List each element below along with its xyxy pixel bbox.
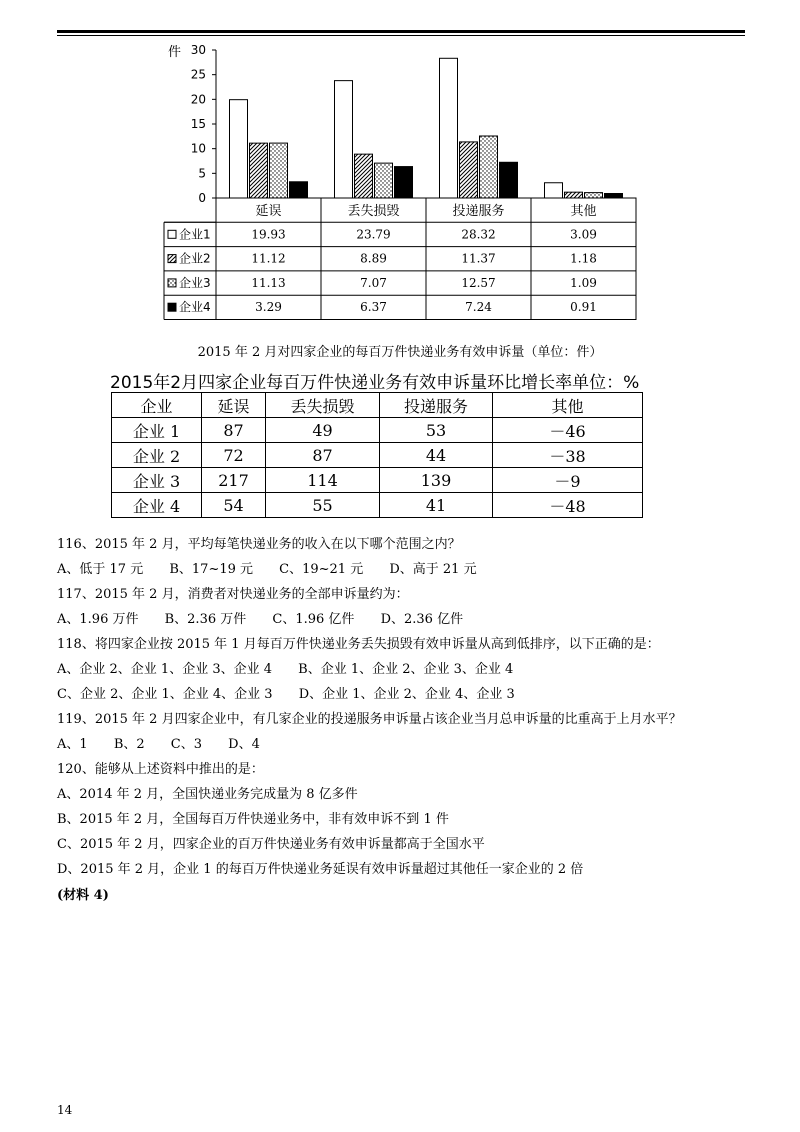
table-cell: 217	[202, 468, 266, 493]
y-tick-label: 20	[190, 92, 206, 107]
option: B、2	[113, 737, 145, 752]
data-value-label: 8.89	[360, 251, 387, 266]
page-number: 14	[57, 1103, 73, 1117]
question-116-options	[57, 558, 499, 577]
option: C、1.96 亿件	[272, 612, 355, 627]
legend-swatch-企业4	[168, 303, 176, 311]
bar-企业3-投递服务	[480, 136, 498, 198]
bar-企业4-丢失损毁	[395, 167, 413, 198]
table-cell: 87	[202, 418, 266, 443]
table-row	[112, 443, 643, 468]
option: D、企业 1、企业 2、企业 4、企业 3	[298, 687, 515, 702]
question-118-options-ab	[57, 658, 535, 677]
table-row	[112, 468, 643, 493]
table-cell: －46	[493, 418, 643, 443]
data-value-label: 3.09	[570, 227, 597, 242]
y-tick-label: 30	[190, 43, 206, 57]
y-tick-label: 0	[198, 191, 206, 205]
option: C、3	[170, 737, 202, 752]
data-value-label: 23.79	[356, 227, 391, 242]
y-tick-label: 5	[198, 166, 206, 181]
option: D、4	[228, 737, 260, 752]
data-value-label: 6.37	[360, 300, 387, 315]
option: C、19~21 元	[279, 562, 364, 577]
table-cell: 企业 1	[112, 418, 202, 443]
growth-table-title: 2015年2月四家企业每百万件快递业务有效申诉量环比增长率单位：%	[110, 373, 640, 393]
question-119: 119、2015 年 2 月四家企业中，有几家企业的投递服务申诉量占该企业当月总申诉量的比重高于上月水平？	[57, 712, 682, 727]
table-cell: 49	[266, 418, 380, 443]
legend-label-企业3: 企业3	[179, 275, 211, 290]
question-120-option-d: D、2015 年 2 月，企业 1 的每百万件快递业务延误有效申诉量超过其他任一家企业的 2 倍	[57, 862, 584, 877]
data-value-label: 28.32	[461, 227, 496, 242]
table-header-cell: 其他	[493, 393, 643, 418]
table-cell: 55	[266, 493, 380, 518]
y-tick-label: 10	[190, 141, 206, 156]
table-cell: 企业 3	[112, 468, 202, 493]
question-117-options	[57, 608, 485, 627]
data-value-label: 7.24	[465, 300, 492, 315]
table-row	[112, 493, 643, 518]
table-header-cell: 企业	[112, 393, 202, 418]
table-cell: －48	[493, 493, 643, 518]
question-120-option-c: C、2015 年 2 月，四家企业的百万件快递业务有效申诉量都高于全国水平	[57, 837, 485, 852]
bar-企业4-延误	[290, 182, 308, 198]
y-tick-label: 25	[190, 67, 206, 82]
data-value-label: 1.18	[570, 251, 597, 266]
option: B、2.36 万件	[164, 612, 247, 627]
data-value-label: 7.07	[360, 275, 387, 290]
table-cell: 41	[380, 493, 493, 518]
table-cell: 44	[380, 443, 493, 468]
legend-swatch-企业2	[168, 255, 176, 263]
question-119-options	[57, 733, 282, 752]
question-116: 116、2015 年 2 月，平均每笔快递业务的收入在以下哪个范围之内？	[57, 537, 461, 552]
legend-label-企业4: 企业4	[179, 300, 211, 315]
data-value-label: 3.29	[255, 300, 282, 315]
table-header-cell: 投递服务	[380, 393, 493, 418]
legend-label-企业1: 企业1	[179, 227, 211, 242]
header-rule-thin	[57, 35, 745, 36]
growth-rate-table	[111, 392, 643, 518]
question-120-option-a: A、2014 年 2 月，全国快递业务完成量为 8 亿多件	[57, 787, 358, 802]
table-row	[112, 418, 643, 443]
table-cell: 54	[202, 493, 266, 518]
bar-企业1-延误	[230, 100, 248, 198]
y-tick-label: 15	[190, 117, 206, 131]
legend-swatch-企业3	[168, 279, 176, 287]
bar-企业3-丢失损毁	[375, 163, 393, 198]
header-rule-thick	[57, 30, 745, 33]
bar-企业3-其他	[585, 193, 603, 198]
y-unit-label: 件	[168, 45, 182, 60]
table-cell: 53	[380, 418, 493, 443]
data-value-label: 12.57	[461, 275, 496, 290]
bar-企业2-其他	[565, 192, 583, 198]
data-value-label: 11.12	[251, 251, 286, 266]
bar-企业2-丢失损毁	[355, 154, 373, 198]
bar-企业1-丢失损毁	[335, 81, 353, 198]
option: A、低于 17 元	[57, 562, 144, 577]
question-117: 117、2015 年 2 月，消费者对快递业务的全部申诉量约为：	[57, 587, 409, 602]
x-category-label: 延误	[255, 204, 282, 219]
table-cell: 139	[380, 468, 493, 493]
legend-swatch-企业1	[168, 230, 176, 238]
option: A、企业 2、企业 1、企业 3、企业 4	[57, 662, 273, 677]
data-value-label: 11.37	[461, 251, 496, 266]
option: C、企业 2、企业 1、企业 4、企业 3	[57, 687, 273, 702]
bar-企业3-延误	[270, 143, 288, 198]
option: D、高于 21 元	[389, 562, 477, 577]
data-value-label: 0.91	[570, 300, 597, 315]
data-value-label: 1.09	[570, 275, 597, 290]
bar-企业2-投递服务	[460, 142, 478, 198]
bar-企业4-其他	[605, 194, 623, 198]
table-cell: 企业 4	[112, 493, 202, 518]
table-header-cell: 延误	[202, 393, 266, 418]
table-cell: 72	[202, 443, 266, 468]
legend-label-企业2: 企业2	[179, 251, 211, 266]
question-120-option-b: B、2015 年 2 月，全国每百万件快递业务中，非有效申诉不到 1 件	[57, 812, 449, 827]
option: B、17~19 元	[169, 562, 254, 577]
option: B、企业 1、企业 2、企业 3、企业 4	[298, 662, 514, 677]
table-cell: 87	[266, 443, 380, 468]
table-cell: －38	[493, 443, 643, 468]
x-category-label: 投递服务	[452, 204, 505, 219]
bar-企业4-投递服务	[500, 162, 518, 198]
material-label: (材料 4)	[57, 888, 109, 903]
table-header-cell: 丢失损毁	[266, 393, 380, 418]
table-cell: －9	[493, 468, 643, 493]
x-category-label: 其他	[570, 204, 597, 219]
option: A、1.96 万件	[57, 612, 139, 627]
complaint-bar-chart	[160, 40, 650, 330]
option: D、2.36 亿件	[380, 612, 464, 627]
data-value-label: 11.13	[251, 275, 286, 290]
question-118-options-cd	[57, 683, 537, 702]
option: A、1	[57, 737, 88, 752]
table-cell: 114	[266, 468, 380, 493]
question-120: 120、能够从上述资料中推出的是：	[57, 762, 264, 777]
question-118: 118、将四家企业按 2015 年 1 月每百万件快递业务丢失损毁有效申诉量从高到低排序，以下正确的是：	[57, 637, 660, 652]
bar-企业1-其他	[545, 183, 563, 198]
table-cell: 企业 2	[112, 443, 202, 468]
bar-企业1-投递服务	[440, 58, 458, 198]
chart-caption: 2015 年 2 月对四家企业的每百万件快递业务有效申诉量（单位：件）	[197, 345, 603, 360]
bar-企业2-延误	[250, 143, 268, 198]
table-header-row	[112, 393, 643, 418]
data-value-label: 19.93	[251, 227, 286, 242]
x-category-label: 丢失损毁	[347, 204, 400, 219]
